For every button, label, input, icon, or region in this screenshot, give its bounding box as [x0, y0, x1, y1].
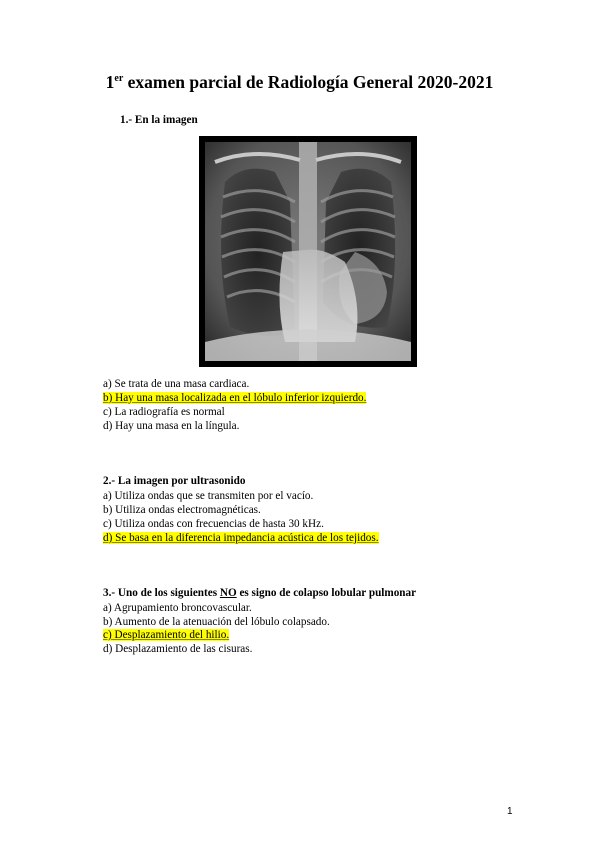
question-1-heading: 1.- En la imagen [120, 114, 198, 126]
q3-option-d: d) Desplazamiento de las cisuras. [103, 643, 253, 655]
question-3-emphasis: NO [219, 587, 237, 599]
q1-option-d: d) Hay una masa en la língula. [103, 420, 240, 432]
xray-graphic [205, 142, 411, 361]
q2-option-c: c) Utiliza ondas con frecuencias de hasta 30 kHz. [103, 518, 324, 530]
page-number: 1 [507, 806, 513, 817]
q2-option-d: d) Se basa en la diferencia impedancia acústica de los tejidos. [103, 532, 379, 544]
q3-option-a: a) Agrupamiento broncovascular. [103, 602, 252, 614]
page-title: 1er examen parcial de Radiología General 2020-2021 [105, 72, 494, 92]
question-3-heading: 3.- Uno de los siguientes NO es signo de colapso lobular pulmonar [103, 587, 417, 599]
q1-option-c: c) La radiografía es normal [103, 406, 225, 418]
q3-option-c: c) Desplazamiento del hilio. [103, 629, 230, 641]
chest-xray-image [199, 136, 417, 367]
q1-option-a: a) Se trata de una masa cardiaca. [103, 378, 250, 390]
q3-option-b: b) Aumento de la atenuación del lóbulo colapsado. [103, 616, 330, 628]
q1-option-b: b) Hay una masa localizada en el lóbulo inferior izquierdo. [103, 392, 367, 404]
title-superscript: er [114, 73, 124, 85]
q2-option-a: a) Utiliza ondas que se transmiten por el vacío. [103, 490, 314, 502]
question-2-heading: 2.- La imagen por ultrasonido [103, 475, 246, 487]
q2-option-b: b) Utiliza ondas electromagnéticas. [103, 504, 261, 516]
